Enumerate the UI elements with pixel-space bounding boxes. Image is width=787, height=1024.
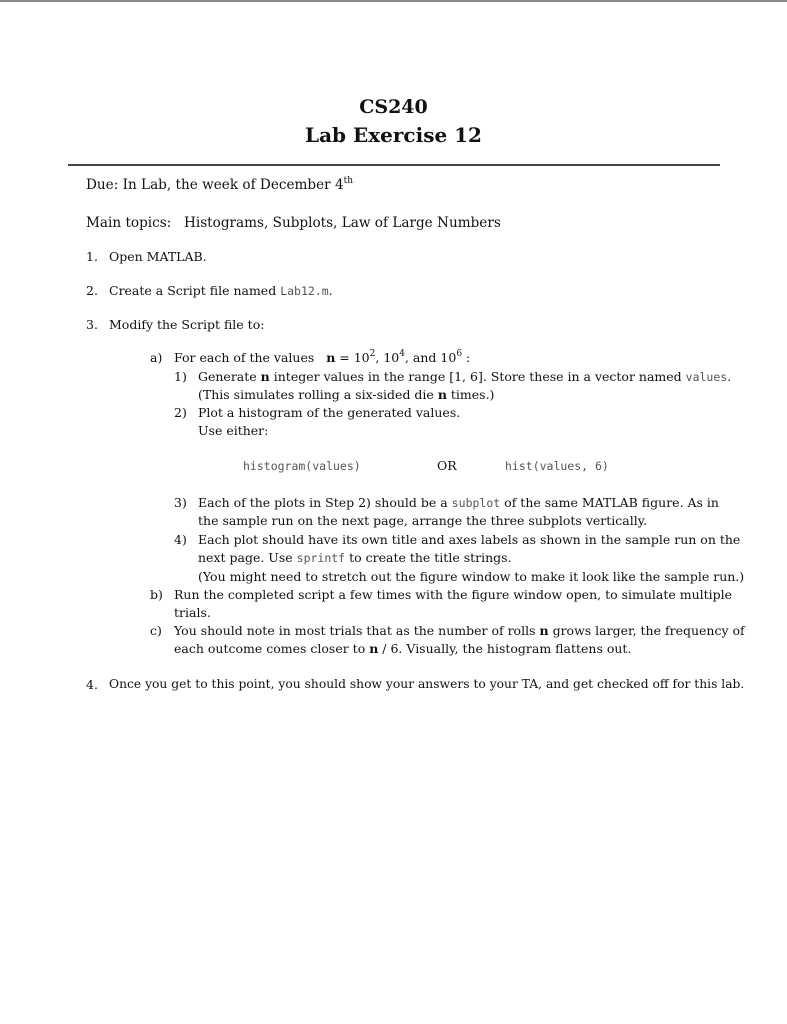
values-code: values [685,370,728,384]
lab-title: Lab Exercise 12 [305,123,482,147]
sub-1-line-2: (This simulates rolling a six-sided die n times.) [198,387,495,402]
item-b-line-1: Run the completed script a few times with the figure window open, to simulate multiple [174,587,733,602]
item-a-label: a) [150,350,163,365]
sub-3-line-1: Each of the plots in Step 2) should be a subplot of the same MATLAB figure. As in [198,495,719,510]
sub-4-line-1: Each plot should have its own title and axes labels as shown in the sample run on the [198,532,741,547]
subplot-code: subplot [451,496,501,510]
topics-line [86,215,171,232]
sub-4-line-2: next page. Use sprintf to create the title strings. [198,550,512,565]
item-a-text: For each of the values $n = 10^2$, $10^4$, and $10^6$ : [174,349,471,365]
sub-3-line-2: the sample run on the next page, arrange the three subplots vertically. [198,513,648,528]
sub-3-number: 3) [174,495,187,510]
sub-2-number: 2) [174,405,187,420]
filename-code: Lab12.m [280,284,329,298]
step-1-number: 1. [86,249,98,264]
topics-label: Main topics: [86,215,172,231]
step-4-number: 4. [86,677,98,692]
hist-code: hist(values, 6) [505,459,609,473]
histogram-code: histogram(values) [243,459,361,473]
item-c-label: c) [150,623,162,638]
sub-2-line-1: Plot a histogram of the generated values. [198,405,461,420]
item-c-line-1: You should note in most trials that as the number of rolls n grows larger, the frequency of [174,623,745,638]
step-3-text: Modify the Script file to: [109,317,265,332]
step-1-text: Open MATLAB. [109,249,207,264]
sub-1-line-1: Generate n integer values in the range [1, 6]. Store these in a vector named values. [198,369,732,384]
course-title: CS240 [359,96,428,118]
step-3-number: 3. [86,317,98,332]
sub-1-number: 1) [174,369,187,384]
sub-4-number: 4) [174,532,187,547]
sub-2-line-2: Use either: [198,423,269,438]
step-2-number: 2. [86,283,98,298]
item-c-line-2: each outcome comes closer to n / 6. Visually, the histogram flattens out. [174,641,632,656]
page-top-border [0,0,787,2]
step-4-text: Once you get to this point, you should show your answers to your TA, and get checked off for this lab. [109,677,745,691]
or-text: OR [437,458,457,473]
header-divider [68,164,720,166]
step-2-text: Create a Script file named Lab12.m. [109,283,333,298]
sub-4-line-3: (You might need to stretch out the figure window to make it look like the sample run.) [198,569,745,584]
topics-value: Histograms, Subplots, Law of Large Numbers [184,215,501,231]
item-b-label: b) [150,587,163,602]
sprintf-code: sprintf [296,551,346,565]
item-b-line-2: trials. [174,605,211,620]
due-line: Due: In Lab, the week of December 4th [86,176,354,193]
